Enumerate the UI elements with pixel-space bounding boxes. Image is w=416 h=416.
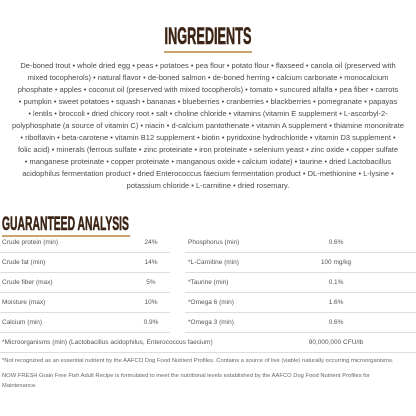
ingredients-line <box>2 156 414 168</box>
analysis-row <box>0 253 416 273</box>
ingredients-line-text: • riboflavin • beta-carotene • vitamin B12 supplement • biotin • pyridoxine hydrochloride • vitamin D3 supplement • <box>20 133 396 143</box>
analysis-heading: GUARANTEED ANALYSIS <box>2 214 129 235</box>
nutrient-cell <box>0 233 170 253</box>
nutrient-value: 0.6% <box>328 319 344 326</box>
nutrient-label: *Taurine (min) <box>188 279 229 286</box>
ingredients-line-text: mixed tocopherols) • natural flavor • de-boned salmon • de-boned herring • calcium carbonate • monocalcium <box>27 72 389 82</box>
nutrient-label: *Microorganisms (min) (Lactobacillus acidophilus, Enterococcus faecium) <box>2 339 213 346</box>
ingredients-line <box>2 120 414 132</box>
nutrient-value: 1.6% <box>328 299 344 306</box>
ingredients-line <box>2 180 414 192</box>
nutrient-value: 90,000,000 CFU/lb <box>308 339 364 346</box>
ingredients-line <box>2 72 414 84</box>
nutrient-value: 5% <box>146 279 156 286</box>
ingredients-line-text: polyphosphate (a source of vitamin C) • niacin • d-calcium pantothenate • vitamin A supplement • thiamine mononitrate <box>12 120 404 130</box>
nutrient-value: 100 mg/kg <box>320 259 352 266</box>
nutrient-label: Crude fiber (max) <box>2 279 53 286</box>
ingredients-line <box>2 60 414 72</box>
analysis-row <box>0 313 416 333</box>
nutrient-cell <box>185 293 416 313</box>
ingredients-heading-wrap <box>0 25 416 49</box>
nutrient-value: 14% <box>144 259 158 266</box>
nutrient-value: 0.9% <box>143 319 159 326</box>
analysis-row <box>0 273 416 293</box>
ingredients-line <box>2 96 414 108</box>
ingredients-line-text: • pumpkin • sweet potatoes • squash • bananas • blueberries • cranberries • blackberries • pomegranate • papayas <box>18 96 398 106</box>
nutrient-label: Crude fat (min) <box>2 259 46 266</box>
nutrient-label: Calcium (min) <box>2 319 43 326</box>
ingredients-line <box>2 132 414 144</box>
ingredients-heading: INGREDIENTS <box>164 23 252 50</box>
ingredients-heading-underline <box>164 51 252 53</box>
analysis-row <box>0 293 416 313</box>
footnote-aafco-statement: NOW FRESH Grain Free Fish Adult Recipe is formulated to meet the nutritional levels established by the AAFCO Dog Food Nutrient Profiles for Maintenance. <box>2 373 370 389</box>
nutrient-cell <box>185 273 416 293</box>
nutrient-label: *L-Carnitine (min) <box>188 259 239 266</box>
nutrient-cell <box>185 233 416 253</box>
nutrient-cell <box>185 253 416 273</box>
nutrient-label: Crude protein (min) <box>2 239 58 246</box>
ingredients-line-text: • manganese proteinate • copper proteinate • manganous oxide • calcium iodate) • taurine • dried Lactobacillus <box>24 157 392 167</box>
analysis-row <box>0 233 416 253</box>
footnote-text: *Not recognized as an essential nutrient by the AAFCO Dog Food Nutrient Profiles. Contains a source of live (viable) naturally occurring microorganisms. <box>2 358 394 364</box>
footnote-not-essential <box>2 357 414 365</box>
ingredients-line-text: potassium chloride • L-carnitine • dried rosemary. <box>126 181 290 191</box>
nutrient-value: 10% <box>144 299 158 306</box>
nutrient-cell <box>0 293 170 313</box>
analysis-row-microorganisms <box>0 333 416 353</box>
nutrient-label: Moisture (max) <box>2 299 46 306</box>
ingredients-line <box>2 144 414 156</box>
nutrient-value: 0.1% <box>328 279 344 286</box>
nutrient-cell <box>0 333 416 353</box>
ingredients-line-text: De-boned trout • whole dried egg • peas • potatoes • pea flour • potato flour • flaxseed • canola oil (preserved with <box>20 60 396 70</box>
nutrient-value: 24% <box>144 239 158 246</box>
analysis-table <box>0 233 416 353</box>
ingredients-line-text: • lentils • broccoli • dried chicory root • salt • choline chloride • vitamins (vitamin E supplement • L-ascorbyl-2- <box>28 108 388 118</box>
nutrient-label: *Omega 6 (min) <box>188 299 234 306</box>
ingredients-line-text: folic acid) • minerals (ferrous sulfate • zinc proteinate • iron proteinate • selenium yeast • zinc oxide • copper sulfate <box>17 145 399 155</box>
nutrient-cell <box>0 253 170 273</box>
ingredients-line <box>2 168 414 180</box>
ingredients-line-text: acidophilus fermentation product • dried Enterococcus faecium fermentation product • DL-methionine • L-lysine • <box>22 169 394 179</box>
nutrient-cell <box>0 313 170 333</box>
nutrient-cell <box>0 273 170 293</box>
nutrient-value: 0.6% <box>328 239 344 246</box>
nutrient-label: Phosphorus (min) <box>188 239 240 246</box>
ingredients-line-text: phosphate • apples • coconut oil (preserved with mixed tocopherols) • tomato • suncured alfalfa • pea fiber • carrots <box>17 84 399 94</box>
nutrient-cell <box>185 313 416 333</box>
nutrient-label: *Omega 3 (min) <box>188 319 234 326</box>
analysis-heading-wrap <box>2 215 235 234</box>
ingredients-paragraph <box>2 60 414 193</box>
ingredients-line <box>2 84 414 96</box>
ingredients-line <box>2 108 414 120</box>
